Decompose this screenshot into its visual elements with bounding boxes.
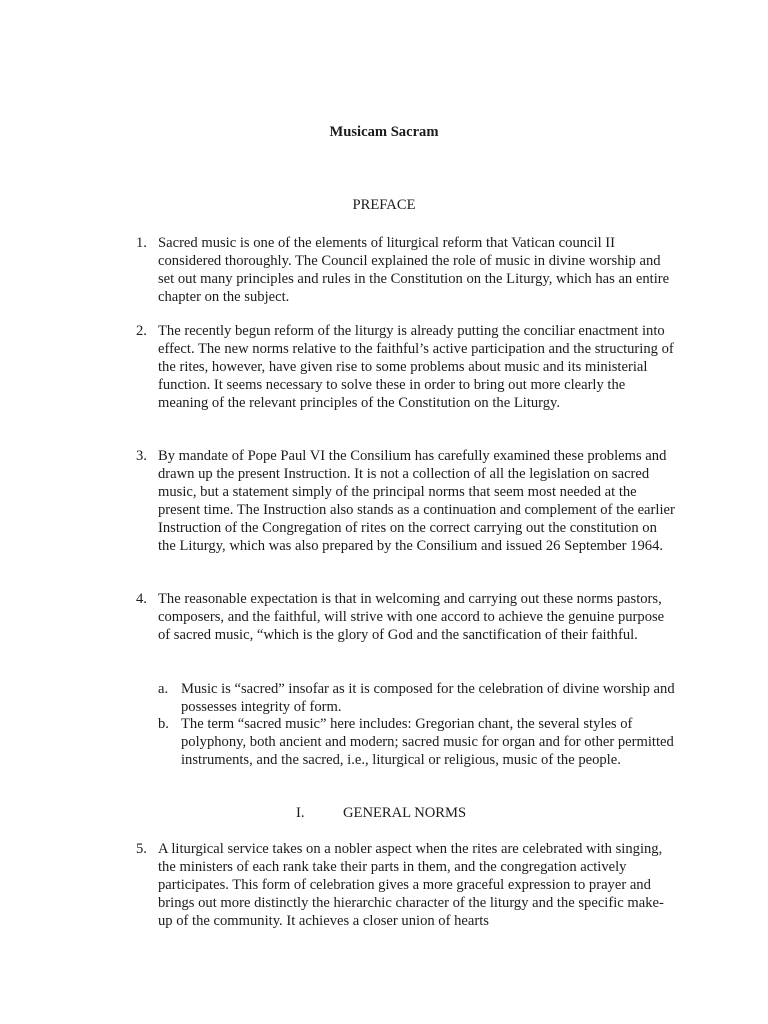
- subparagraph-text: The term “sacred music” here includes: Gregorian chant, the several styles of polyphony, both ancient and modern; sacred music for organ and for other permitted instruments, and the sacred, i.e., liturgical or religious, music of the people.: [181, 716, 674, 768]
- paragraph-text: Sacred music is one of the elements of liturgical reform that Vatican council II considered thoroughly. The Council explained the role of music in divine worship and set out many principles and rules in the Constitution on the Liturgy, which has an entire chapter on the subject.: [158, 235, 670, 305]
- subparagraph-letter: a.: [158, 681, 169, 697]
- paragraph-number: 2.: [136, 323, 147, 339]
- paragraph-3: [136, 447, 676, 555]
- paragraph-2: [136, 322, 676, 412]
- paragraph-number: 3.: [136, 448, 147, 464]
- preface-heading: PREFACE: [352, 197, 416, 213]
- subparagraph-b: [158, 715, 678, 769]
- paragraph-text: A liturgical service takes on a nobler aspect when the rites are celebrated with singing, the ministers of each rank take their parts in them, and the congregation actively participates. This form of celebration gives a more graceful expression to prayer and brings out more distinctly the hierarchic character of the liturgy and the specific make-up of the community. It achieves a closer union of hearts: [158, 841, 664, 929]
- subparagraph-text: Music is “sacred” insofar as it is composed for the celebration of divine worship and possesses integrity of form.: [181, 681, 675, 715]
- paragraph-text: The reasonable expectation is that in welcoming and carrying out these norms pastors, composers, and the faithful, will strive with one accord to achieve the genuine purpose of sacred music, “which is the glory of God and the sanctification of their faithful.: [158, 591, 665, 643]
- paragraph-number: 5.: [136, 841, 147, 857]
- paragraph-1: [136, 234, 676, 306]
- section-heading: GENERAL NORMS: [343, 805, 467, 821]
- section-number: I.: [296, 805, 305, 821]
- paragraph-5: [136, 840, 676, 930]
- paragraph-4: [136, 590, 676, 644]
- paragraph-number: 1.: [136, 235, 147, 251]
- document-title: Musicam Sacram: [329, 124, 439, 140]
- paragraph-text: The recently begun reform of the liturgy is already putting the conciliar enactment into effect. The new norms relative to the faithful’s active participation and the structuring of the rites, however, have given rise to some problems about music and its ministerial function. It seems necessary to solve these in order to bring out more clearly the meaning of the relevant principles of the Constitution on the Liturgy.: [158, 323, 674, 411]
- paragraph-text: By mandate of Pope Paul VI the Consilium has carefully examined these problems and drawn up the present Instruction. It is not a collection of all the legislation on sacred music, but a statement simply of the principal norms that seem most needed at the present time. The Instruction also stands as a continuation and complement of the earlier Instruction of the Congregation of rites on the correct carrying out the constitution on the Liturgy, which was also prepared by the Consilium and issued 26 September 1964.: [158, 448, 675, 554]
- paragraph-number: 4.: [136, 591, 147, 607]
- subparagraph-a: [158, 680, 678, 716]
- subparagraph-letter: b.: [158, 716, 169, 732]
